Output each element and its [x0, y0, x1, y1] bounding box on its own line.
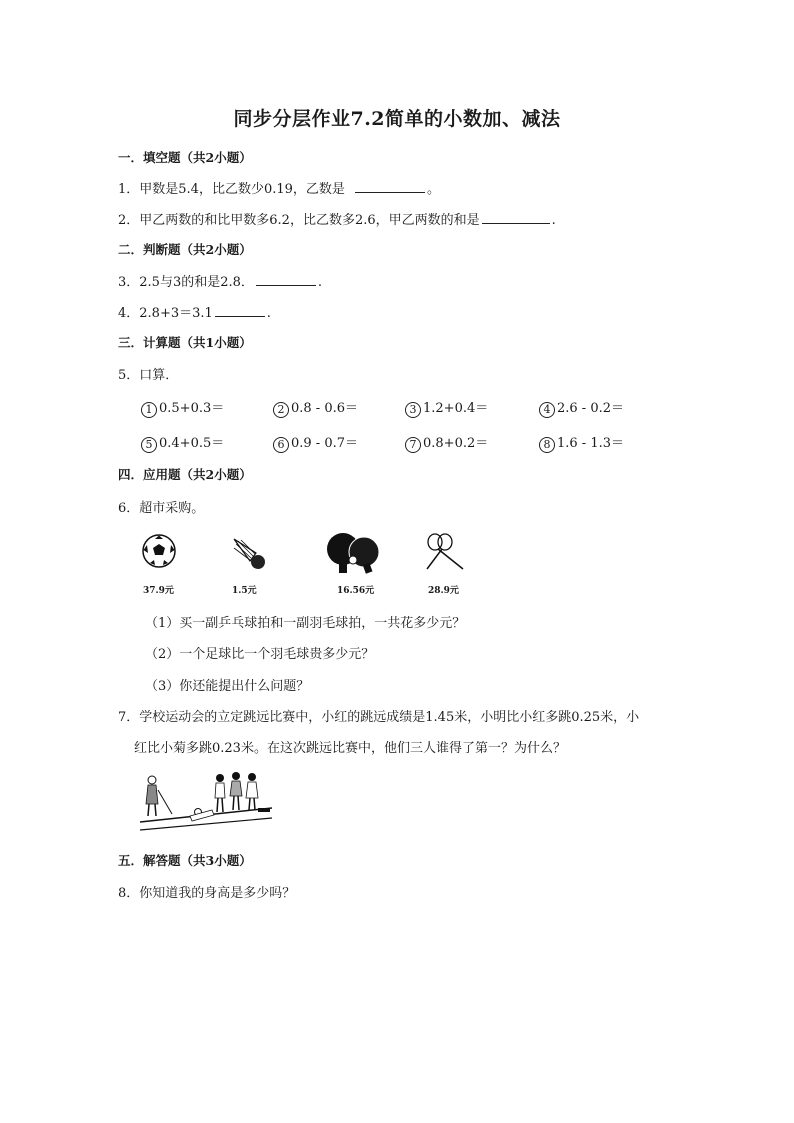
math-expression: 0.9 - 0.7＝: [291, 436, 359, 451]
long-jump-illustration: [140, 768, 272, 832]
question-7-line-1: 7．学校运动会的立定跳远比赛中，小红的跳远成绩是1.45米，小明比小红多跳0.25米，小: [118, 710, 640, 725]
math-expression: 0.4+0.5＝: [159, 436, 225, 451]
answer-blank-2[interactable]: [482, 211, 550, 224]
question-2: [118, 209, 556, 228]
math-expression: 2.6 - 0.2＝: [557, 401, 625, 416]
question-2-text: 2．甲乙两数的和比甲数多6.2，比乙数多2.6，甲乙两数的和是: [118, 213, 480, 228]
circled-number: 1: [141, 402, 157, 418]
mental-math-item: [405, 397, 488, 418]
pingpong-paddles-icon: [324, 530, 382, 578]
question-4-end: .: [266, 306, 271, 321]
mental-math-item: [405, 432, 488, 453]
price-badminton: 28.9元: [428, 586, 459, 596]
mental-math-item: [539, 432, 624, 453]
page-title: 同步分层作业7.2简单的小数加、减法: [233, 108, 561, 130]
circled-number: 2: [273, 402, 289, 418]
math-expression: 0.5+0.3＝: [159, 401, 225, 416]
price-pingpong: 16.56元: [337, 586, 375, 596]
question-3-end: .: [317, 275, 323, 290]
shuttlecock-icon: [230, 535, 272, 577]
question-8: 8．你知道我的身高是多少吗？: [118, 886, 296, 901]
question-6-sub-2: （2）一个足球比一个羽毛球贵多少元？: [145, 647, 375, 662]
section-heading-true-false: 二．判断题（共2小题）: [118, 242, 252, 257]
circled-number: 3: [405, 402, 421, 418]
section-heading-fill-blank: 一．填空题（共2小题）: [118, 150, 252, 165]
question-2-end: .: [551, 213, 556, 228]
question-4: [118, 302, 271, 321]
question-7-line-2: 红比小菊多跳0.23米。在这次跳远比赛中，他们三人谁得了第一？为什么？: [134, 741, 566, 756]
question-3-text: 3．2.5与3的和是2.8．: [118, 275, 254, 290]
mental-math-item: [539, 397, 624, 418]
section-heading-answer: 五．解答题（共3小题）: [118, 853, 252, 868]
math-expression: 1.2+0.4＝: [423, 401, 489, 416]
question-5: 5．口算．: [118, 368, 179, 383]
math-expression: 0.8+0.2＝: [423, 436, 489, 451]
badminton-rackets-icon: [423, 532, 467, 576]
question-6: 6．超市采购。: [118, 501, 205, 516]
math-expression: 1.6 - 1.3＝: [557, 436, 625, 451]
question-6-sub-1: （1）买一副乒乓球拍和一副羽毛球拍，一共花多少元？: [145, 616, 466, 631]
question-4-text: 4．2.8+3＝3.1: [118, 306, 213, 321]
circled-number: 5: [141, 437, 157, 453]
mental-math-item: [141, 432, 224, 453]
soccer-ball-icon: [141, 533, 177, 573]
circled-number: 7: [405, 437, 421, 453]
circled-number: 4: [539, 402, 555, 418]
question-1: [118, 178, 440, 197]
answer-blank-3[interactable]: [256, 273, 316, 286]
question-6-sub-3: （3）你还能提出什么问题？: [145, 679, 310, 694]
section-heading-application: 四．应用题（共2小题）: [118, 467, 252, 482]
mental-math-item: [273, 397, 358, 418]
price-soccer: 37.9元: [143, 586, 174, 596]
mental-math-item: [273, 432, 358, 453]
question-1-end: 。: [427, 182, 441, 197]
answer-blank-4[interactable]: [215, 304, 265, 317]
answer-blank-1[interactable]: [355, 180, 425, 193]
math-expression: 0.8 - 0.6＝: [291, 401, 359, 416]
circled-number: 8: [539, 437, 555, 453]
section-heading-calculation: 三．计算题（共1小题）: [118, 335, 252, 350]
question-3: [118, 271, 322, 290]
mental-math-item: [141, 397, 224, 418]
price-shuttlecock: 1.5元: [232, 586, 257, 596]
question-1-text: 1．甲数是5.4，比乙数少0.19，乙数是: [118, 182, 345, 197]
circled-number: 6: [273, 437, 289, 453]
